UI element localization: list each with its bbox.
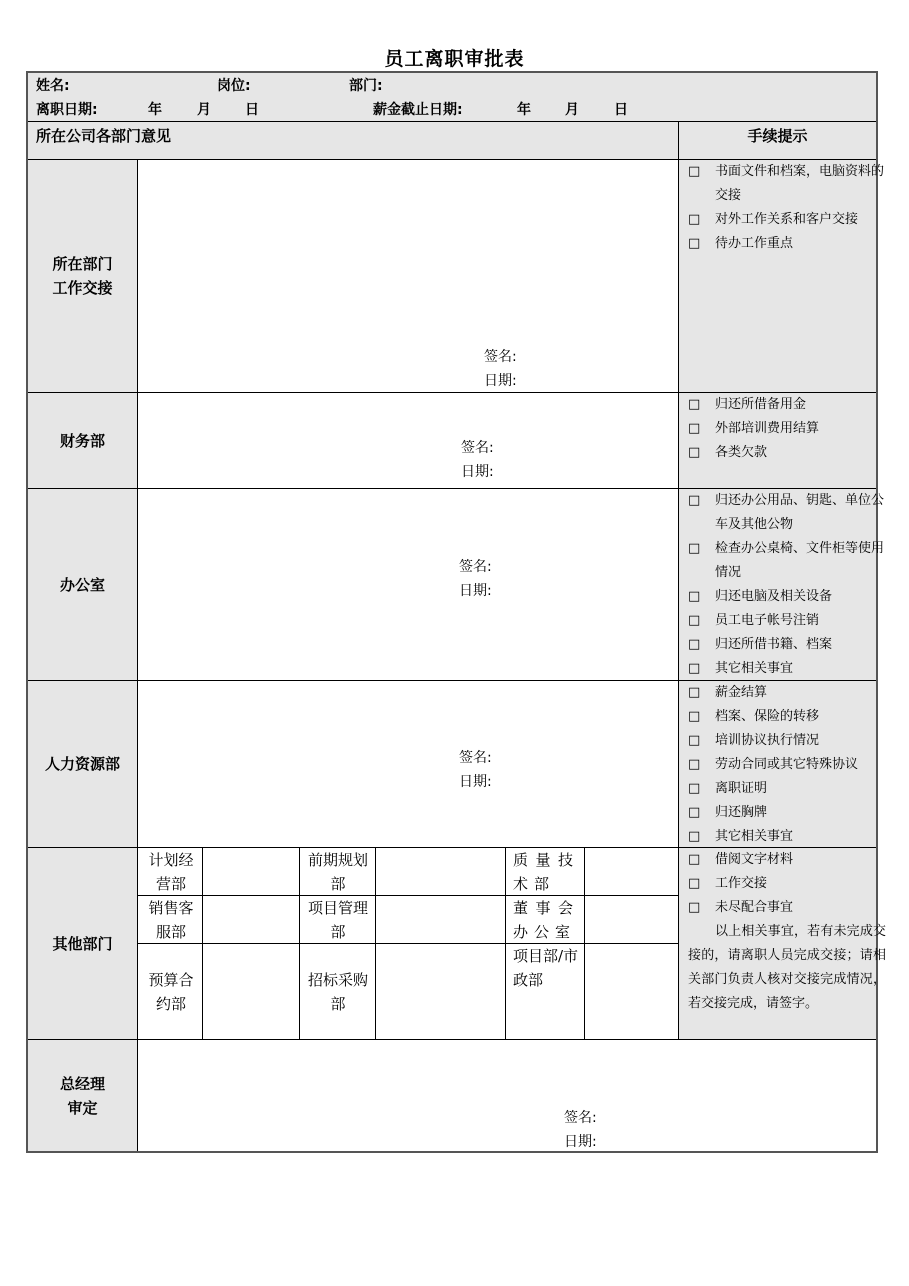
checkbox-icon[interactable]: □ xyxy=(688,852,701,867)
row-label-finance xyxy=(28,393,137,488)
hint-text: 归还胸牌 xyxy=(715,805,768,820)
procedure-hints-heading: 手续提示 xyxy=(747,127,808,145)
form-title: 员工离职审批表 xyxy=(384,48,525,70)
checkbox-icon[interactable]: □ xyxy=(688,613,701,628)
dept-cell-bidding: 招标采购部 xyxy=(308,971,369,1013)
hint-item xyxy=(688,705,886,729)
checkbox-icon[interactable]: □ xyxy=(688,900,701,915)
hint-text: 薪金结算 xyxy=(715,685,768,700)
checkbox-icon[interactable]: □ xyxy=(688,445,701,460)
position-label: 岗位: xyxy=(217,78,251,94)
hint-text: 其它相关事宜 xyxy=(715,829,794,844)
checkbox-icon[interactable]: □ xyxy=(688,661,701,676)
date-label: 日期: xyxy=(564,1134,597,1150)
hint-item xyxy=(688,729,886,753)
signature-label: 签名: xyxy=(459,559,492,575)
row-label-line: 所在部门 xyxy=(52,255,113,273)
divider xyxy=(505,847,506,1039)
checkbox-icon[interactable]: □ xyxy=(688,164,701,179)
checkbox-icon[interactable]: □ xyxy=(688,541,701,556)
hint-item xyxy=(688,825,886,849)
row-label-line: 总经理 xyxy=(59,1074,105,1093)
hint-text: 借阅文字材料 xyxy=(715,852,794,867)
hint-text: 书面文件和档案，电脑资料的交接 xyxy=(715,164,885,203)
name-label: 姓名: xyxy=(36,78,70,94)
row-label-text: 人力资源部 xyxy=(44,755,120,773)
row-label-line: 工作交接 xyxy=(52,279,113,297)
dept-cell-project-management: 项目管理部 xyxy=(308,899,369,941)
dept-cell-planning: 计划经营部 xyxy=(148,851,194,893)
checkbox-icon[interactable]: □ xyxy=(688,493,701,508)
hint-text: 归还所借书籍、档案 xyxy=(715,637,833,652)
leave-month-unit: 月 xyxy=(197,102,211,118)
hint-text: 工作交接 xyxy=(715,876,768,891)
leave-day-unit: 日 xyxy=(245,102,259,118)
dept-cell-early-planning: 前期规划部 xyxy=(308,851,369,893)
hint-item xyxy=(688,801,886,825)
hint-item xyxy=(688,489,886,537)
checkbox-icon[interactable]: □ xyxy=(688,685,701,700)
divider xyxy=(584,847,585,1039)
hint-item xyxy=(688,160,886,208)
hint-text: 离职证明 xyxy=(715,781,768,796)
row-label-text: 办公室 xyxy=(59,575,105,594)
salary-year-unit: 年 xyxy=(517,102,531,118)
hint-text: 归还电脑及相关设备 xyxy=(715,589,833,604)
dept-cell-budget: 预算合约部 xyxy=(148,971,194,1013)
row-label-general-manager xyxy=(28,1040,137,1151)
row-label-text: 其他部门 xyxy=(52,934,113,953)
dept-cell-project-municipal: 项目部/市政部 xyxy=(513,947,579,989)
hint-item xyxy=(688,753,886,777)
hint-item xyxy=(688,657,886,681)
divider xyxy=(375,847,376,1039)
hint-item xyxy=(688,417,886,441)
hint-item xyxy=(688,537,886,585)
hint-text: 档案、保险的转移 xyxy=(715,709,820,724)
checkbox-icon[interactable]: □ xyxy=(688,236,701,251)
hint-text: 待办工作重点 xyxy=(715,236,794,251)
checkbox-icon[interactable]: □ xyxy=(688,421,701,436)
hint-item xyxy=(688,441,886,465)
checkbox-icon[interactable]: □ xyxy=(688,589,701,604)
hint-text: 归还所借备用金 xyxy=(715,397,807,412)
signature-label: 签名: xyxy=(459,750,492,766)
checkbox-icon[interactable]: □ xyxy=(688,637,701,652)
hint-item xyxy=(688,848,886,872)
hint-list-finance xyxy=(678,393,892,465)
date-label: 日期: xyxy=(459,774,492,790)
date-label: 日期: xyxy=(459,583,492,599)
dept-cell-board-office: 董事会办公室 xyxy=(513,899,579,941)
divider xyxy=(299,847,300,1039)
salary-month-unit: 月 xyxy=(565,102,579,118)
hint-text: 培训协议执行情况 xyxy=(715,733,820,748)
hint-text: 各类欠款 xyxy=(715,445,768,460)
divider xyxy=(28,1039,876,1040)
department-label: 部门: xyxy=(349,78,383,94)
checkbox-icon[interactable]: □ xyxy=(688,733,701,748)
hint-text: 外部培训费用结算 xyxy=(715,421,820,436)
hint-text: 其它相关事宜 xyxy=(715,661,794,676)
divider xyxy=(137,159,138,1151)
date-label: 日期: xyxy=(484,373,517,389)
row-label-other xyxy=(28,848,137,1039)
leave-year-unit: 年 xyxy=(148,102,162,118)
hint-item xyxy=(688,896,886,920)
row-label-hr xyxy=(28,681,137,847)
checkbox-icon[interactable]: □ xyxy=(688,757,701,772)
divider xyxy=(202,847,203,1039)
hint-list-office xyxy=(678,489,892,681)
checkbox-icon[interactable]: □ xyxy=(688,829,701,844)
hint-item xyxy=(688,633,886,657)
hint-item xyxy=(688,585,886,609)
divider xyxy=(137,943,678,944)
leave-date-label: 离职日期: xyxy=(36,102,98,118)
checkbox-icon[interactable]: □ xyxy=(688,709,701,724)
date-label: 日期: xyxy=(461,464,494,480)
salary-day-unit: 日 xyxy=(614,102,628,118)
hint-text: 对外工作关系和客户交接 xyxy=(715,212,859,227)
checkbox-icon[interactable]: □ xyxy=(688,781,701,796)
hint-item xyxy=(688,393,886,417)
row-label-office xyxy=(28,489,137,680)
divider xyxy=(28,121,876,122)
hint-item xyxy=(688,232,886,256)
hint-text: 员工电子帐号注销 xyxy=(715,613,820,628)
department-opinions-heading: 所在公司各部门意见 xyxy=(36,127,172,145)
signature-label: 签名: xyxy=(564,1110,597,1126)
hint-text: 未尽配合事宜 xyxy=(715,900,794,915)
salary-end-date-label: 薪金截止日期: xyxy=(373,102,463,118)
dept-cell-sales: 销售客服部 xyxy=(148,899,194,941)
hint-item xyxy=(688,681,886,705)
checkbox-icon[interactable]: □ xyxy=(688,876,701,891)
hint-list-hr xyxy=(678,681,892,849)
row-label-line: 审定 xyxy=(67,1098,98,1117)
divider xyxy=(137,895,678,896)
hint-text: 归还办公用品、钥匙、单位公车及其他公物 xyxy=(715,493,885,532)
checkbox-icon[interactable]: □ xyxy=(688,212,701,227)
row-label-handover xyxy=(28,160,137,392)
hint-text: 劳动合同或其它特殊协议 xyxy=(715,757,859,772)
row-label-text: 财务部 xyxy=(59,431,105,450)
signature-label: 签名: xyxy=(461,440,494,456)
dept-cell-quality: 质量技术部 xyxy=(513,851,579,893)
checkbox-icon[interactable]: □ xyxy=(688,805,701,820)
checkbox-icon[interactable]: □ xyxy=(688,397,701,412)
hint-text: 检查办公桌椅、文件柜等使用情况 xyxy=(715,541,885,580)
handover-note: 以上相关事宜，若有未完成交接的，请离职人员完成交接；请相关部门负责人核对交接完成情况，若交接完成，请签字。 xyxy=(688,924,886,1011)
hint-list-handover xyxy=(678,160,892,256)
hint-list-other xyxy=(678,848,892,1016)
hint-item xyxy=(688,777,886,801)
signature-label: 签名: xyxy=(484,349,517,365)
hint-item xyxy=(688,208,886,232)
hint-item xyxy=(688,609,886,633)
hint-item xyxy=(688,872,886,896)
